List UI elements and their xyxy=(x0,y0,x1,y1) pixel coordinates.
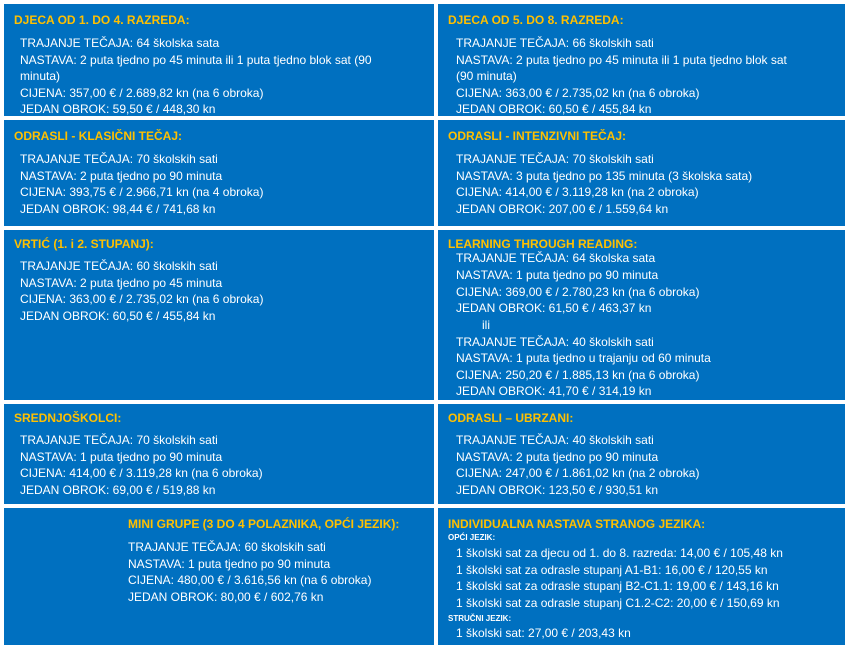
cell-line: 1 školski sat za odrasle stupanj A1-B1: 16,00 € / 120,55 kn xyxy=(456,563,768,577)
cell-title: ODRASLI - KLASIČNI TEČAJ: xyxy=(14,129,182,143)
cell-line: TRAJANJE TEČAJA: 60 školskih sati xyxy=(20,259,218,273)
cell-title: DJECA OD 5. DO 8. RAZREDA: xyxy=(448,13,624,27)
cell-line: NASTAVA: 1 puta tjedno po 90 minuta xyxy=(128,557,331,571)
cell-line: JEDAN OBROK: 98,44 € / 741,68 kn xyxy=(20,202,216,216)
cell-line: 1 školski sat za odrasle stupanj C1.2-C2: 20,00 € / 150,69 kn xyxy=(456,596,780,610)
cell-title: LEARNING THROUGH READING: xyxy=(448,237,638,251)
subheading-strucni-jezik: STRUČNI JEZIK: xyxy=(448,614,512,623)
cell-line: JEDAN OBROK: 61,50 € / 463,37 kn xyxy=(456,301,652,315)
cell-line: TRAJANJE TEČAJA: 60 školskih sati xyxy=(128,540,326,554)
cell-djeca-5-8 xyxy=(438,4,845,116)
cell-title: ODRASLI – UBRZANI: xyxy=(448,411,574,425)
cell-line: NASTAVA: 2 puta tjedno po 45 minuta ili 1 puta tjedno blok sat (90 xyxy=(20,53,372,67)
cell-line: NASTAVA: 2 puta tjedno po 90 minuta xyxy=(20,169,223,183)
cell-learning-through-reading xyxy=(438,230,845,400)
cell-line: CIJENA: 247,00 € / 1.861,02 kn (na 2 obroka) xyxy=(456,466,700,480)
cell-line: minuta) xyxy=(20,69,61,83)
cell-line: NASTAVA: 1 puta tjedno u trajanju od 60 minuta xyxy=(456,351,711,365)
cell-line: TRAJANJE TEČAJA: 66 školskih sati xyxy=(456,36,654,50)
cell-line: JEDAN OBROK: 123,50 € / 930,51 kn xyxy=(456,483,659,497)
cell-title: SREDNJOŠKOLCI: xyxy=(14,411,122,425)
cell-line: NASTAVA: 1 puta tjedno po 90 minuta xyxy=(456,268,659,282)
cell-mini-grupe xyxy=(4,508,434,645)
cell-line: TRAJANJE TEČAJA: 64 školska sata xyxy=(456,251,656,265)
cell-line: 1 školski sat za djecu od 1. do 8. razreda: 14,00 € / 105,48 kn xyxy=(456,546,783,560)
cell-line: TRAJANJE TEČAJA: 70 školskih sati xyxy=(20,433,218,447)
cell-line: CIJENA: 393,75 € / 2.966,71 kn (na 4 obroka) xyxy=(20,185,264,199)
cell-line: 1 školski sat: 27,00 € / 203,43 kn xyxy=(456,626,631,640)
cell-line: JEDAN OBROK: 60,50 € / 455,84 kn xyxy=(20,309,216,323)
cell-line: JEDAN OBROK: 69,00 € / 519,88 kn xyxy=(20,483,216,497)
cell-title: VRTIĆ (1. i 2. STUPANJ): xyxy=(14,237,154,251)
cell-line: CIJENA: 250,20 € / 1.885,13 kn (na 6 obroka) xyxy=(456,368,700,382)
cell-line: NASTAVA: 2 puta tjedno po 90 minuta xyxy=(456,450,659,464)
cell-line: CIJENA: 363,00 € / 2.735,02 kn (na 6 obroka) xyxy=(456,86,700,100)
cell-title: DJECA OD 1. DO 4. RAZREDA: xyxy=(14,13,190,27)
cell-odrasli-intenzivni xyxy=(438,120,845,226)
cell-line: TRAJANJE TEČAJA: 40 školskih sati xyxy=(456,335,654,349)
subheading-opci-jezik: OPĆI JEZIK: xyxy=(448,533,496,542)
cell-line: CIJENA: 363,00 € / 2.735,02 kn (na 6 obroka) xyxy=(20,292,264,306)
cell-line: TRAJANJE TEČAJA: 70 školskih sati xyxy=(456,152,654,166)
cell-line: NASTAVA: 3 puta tjedno po 135 minuta (3 školska sata) xyxy=(456,169,753,183)
cell-line: JEDAN OBROK: 59,50 € / 448,30 kn xyxy=(20,102,216,116)
cell-djeca-1-4 xyxy=(4,4,434,116)
cell-title: MINI GRUPE (3 DO 4 POLAZNIKA, OPĆI JEZIK): xyxy=(128,517,400,531)
cell-line: NASTAVA: 2 puta tjedno po 45 minuta xyxy=(20,276,223,290)
cell-line: CIJENA: 414,00 € / 3.119,28 kn (na 6 obroka) xyxy=(20,466,263,480)
cell-line: CIJENA: 414,00 € / 3.119,28 kn (na 2 obroka) xyxy=(456,185,699,199)
cell-line: 1 školski sat za odrasle stupanj B2-C1.1: 19,00 € / 143,16 kn xyxy=(456,579,779,593)
cell-line: TRAJANJE TEČAJA: 70 školskih sati xyxy=(20,152,218,166)
cell-line: CIJENA: 357,00 € / 2.689,82 kn (na 6 obroka) xyxy=(20,86,264,100)
cell-vrtic xyxy=(4,230,434,400)
cell-line-or: ili xyxy=(482,318,490,332)
cell-line: JEDAN OBROK: 207,00 € / 1.559,64 kn xyxy=(456,202,669,216)
cell-line: TRAJANJE TEČAJA: 40 školskih sati xyxy=(456,433,654,447)
cell-line: CIJENA: 369,00 € / 2.780,23 kn (na 6 obroka) xyxy=(456,285,700,299)
cell-line: JEDAN OBROK: 80,00 € / 602,76 kn xyxy=(128,590,324,604)
cell-individualna-nastava xyxy=(438,508,845,645)
cell-line: NASTAVA: 1 puta tjedno po 90 minuta xyxy=(20,450,223,464)
cell-line: JEDAN OBROK: 60,50 € / 455,84 kn xyxy=(456,102,652,116)
cell-line: CIJENA: 480,00 € / 3.616,56 kn (na 6 obroka) xyxy=(128,573,372,587)
cell-line: NASTAVA: 2 puta tjedno po 45 minuta ili 1 puta tjedno blok sat xyxy=(456,53,787,67)
cell-line: JEDAN OBROK: 41,70 € / 314,19 kn xyxy=(456,384,652,398)
cell-line: TRAJANJE TEČAJA: 64 školska sata xyxy=(20,36,220,50)
cell-srednjoskolci xyxy=(4,404,434,504)
cell-line: (90 minuta) xyxy=(456,69,517,83)
cell-title: INDIVIDUALNA NASTAVA STRANOG JEZIKA: xyxy=(448,517,706,531)
cell-odrasli-ubrzani xyxy=(438,404,845,504)
cell-title: ODRASLI - INTENZIVNI TEČAJ: xyxy=(448,129,627,143)
cell-odrasli-klasicni xyxy=(4,120,434,226)
